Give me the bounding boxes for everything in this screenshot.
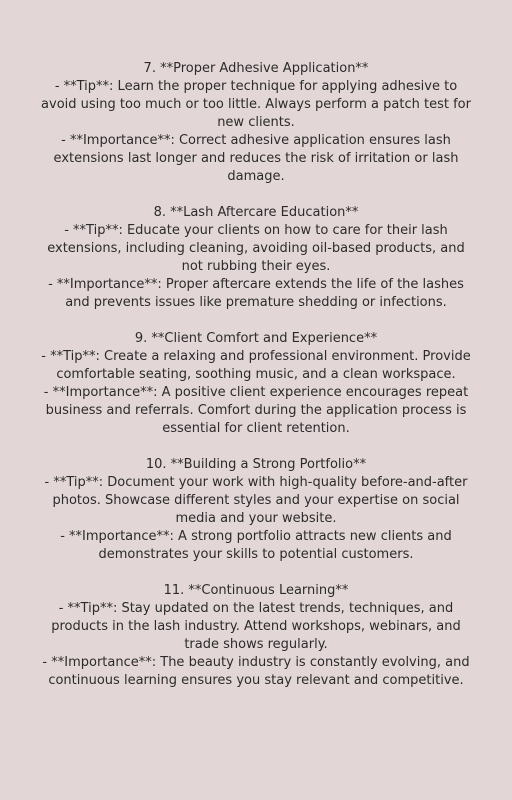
section-heading: 8. **Lash Aftercare Education** (153, 205, 359, 220)
section-tip: - **Tip**: Educate your clients on how to care for their lash extensions, including cleaning, avoiding oil-based products, and not rubbing their eyes. (47, 223, 465, 274)
section-heading: 7. **Proper Adhesive Application** (143, 61, 369, 76)
section-importance: - **Importance**: A strong portfolio attracts new clients and demonstrates your skills to potential customers. (60, 529, 452, 562)
document-body (41, 60, 471, 708)
section-heading: 11. **Continuous Learning** (163, 583, 349, 598)
section-portfolio (44, 456, 468, 564)
section-importance: - **Importance**: Correct adhesive application ensures lash extensions last longer and reduces the risk of irritation or lash damage. (53, 133, 459, 184)
section-client-comfort (41, 330, 471, 438)
section-tip: - **Tip**: Stay updated on the latest trends, techniques, and products in the lash industry. Attend workshops, webinars, and trade shows regularly. (51, 601, 461, 652)
section-tip: - **Tip**: Document your work with high-quality before-and-after photos. Showcase different styles and your expertise on social media and your website. (44, 475, 468, 526)
section-aftercare-education (48, 204, 464, 312)
section-continuous-learning (42, 582, 470, 690)
section-importance: - **Importance**: The beauty industry is constantly evolving, and continuous learning ensures you stay relevant and competitive. (42, 655, 470, 688)
section-importance: - **Importance**: A positive client experience encourages repeat business and referrals. Comfort during the application process is essential for client retention. (43, 385, 469, 436)
section-adhesive-application (41, 60, 471, 186)
section-tip: - **Tip**: Create a relaxing and professional environment. Provide comfortable seating, soothing music, and a clean workspace. (41, 349, 471, 382)
section-heading: 10. **Building a Strong Portfolio** (145, 457, 367, 472)
section-importance: - **Importance**: Proper aftercare extends the life of the lashes and prevents issues like premature shedding or infections. (48, 277, 464, 310)
section-heading: 9. **Client Comfort and Experience** (134, 331, 378, 346)
section-tip: - **Tip**: Learn the proper technique for applying adhesive to avoid using too much or too little. Always perform a patch test for new clients. (41, 79, 471, 130)
